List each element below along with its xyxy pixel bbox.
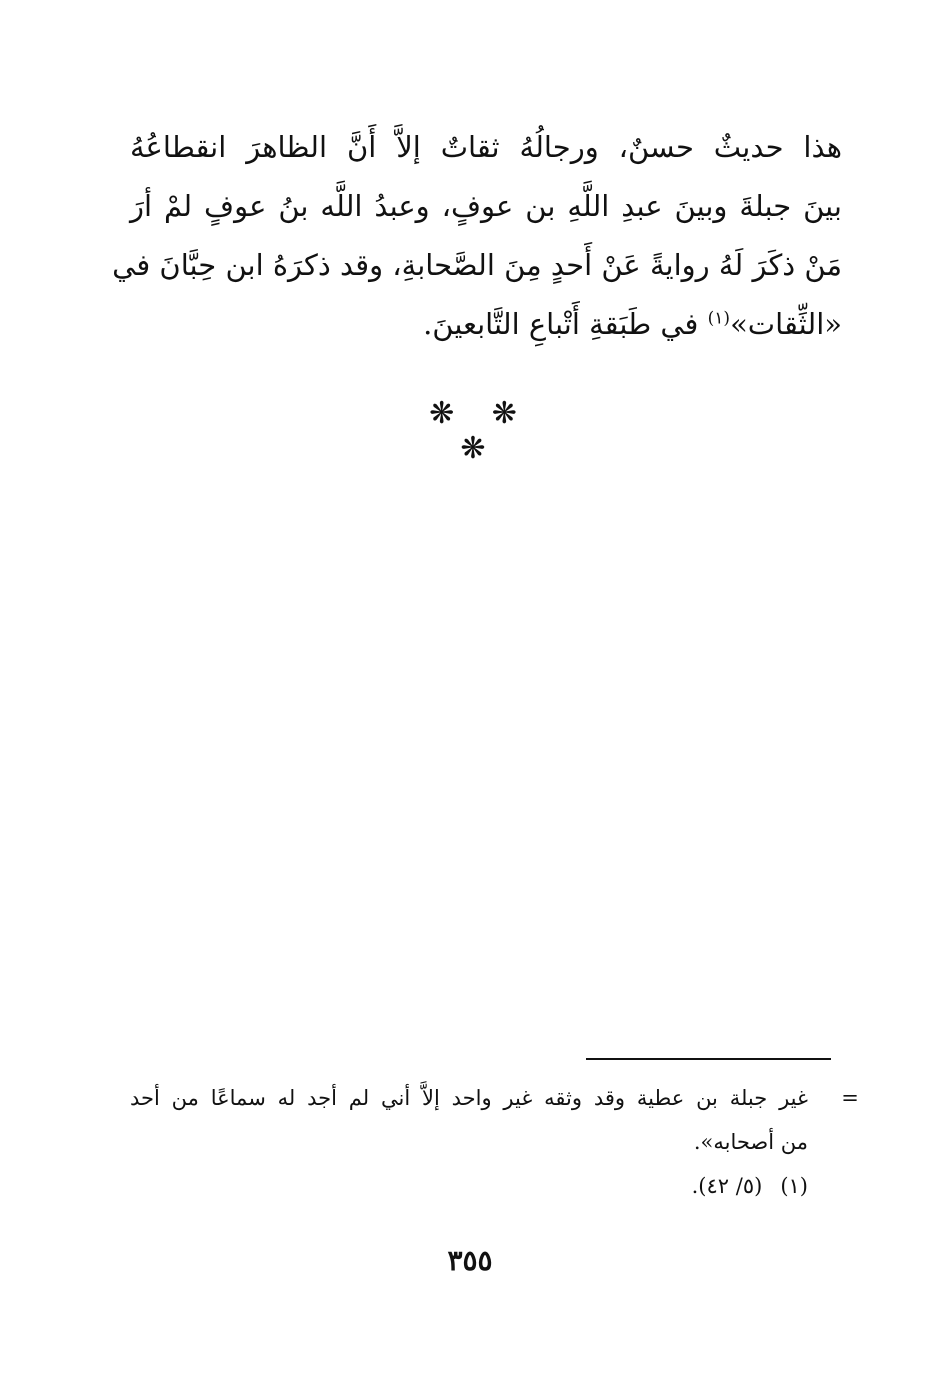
page-number: ٣٥٥ — [447, 1244, 493, 1277]
main-text — [112, 118, 842, 354]
footnote-divider — [586, 1058, 831, 1060]
continuation-line-1: غير جبلة بن عطية وقد وثقه غير واحد إلاَّ أني لم أجد له سماعًا من أحد — [130, 1086, 808, 1110]
body-line-4 — [130, 295, 842, 354]
footnote-reference: (١) — [707, 308, 731, 329]
body-line-2: بينَ جبلةَ وبينَ عبدِ اللَّهِ بن عوفٍ، وعبدُ اللَّه بنُ عوفٍ لمْ أرَ — [130, 189, 842, 223]
footnotes — [130, 1076, 860, 1208]
footnote-1 — [130, 1164, 860, 1208]
cited-work-title: «الثِّقات» — [730, 307, 842, 341]
section-separator: ❋ ❋ ❋ — [429, 396, 531, 466]
footnote-continuation — [130, 1076, 860, 1120]
body-line-3: مَنْ ذكَرَ لَهُ روايةً عَنْ أَحدٍ مِنَ الصَّحابةِ، وقد ذكرَهُ ابن حِبَّانَ في — [112, 248, 842, 282]
footnote-1-text: (٥/ ٤٢). — [691, 1174, 763, 1198]
body-line-4-rest: في طَبَقةِ أَتْباعِ التَّابعينَ. — [423, 307, 708, 341]
footnote-1-number: (١) — [780, 1174, 808, 1198]
continuation-line-2: من أصحابه». — [693, 1130, 808, 1154]
body-line-1: هذا حديثٌ حسنٌ، ورجالُهُ ثقاتٌ إلاَّ أَنَّ الظاهرَ انقطاعُهُ — [130, 130, 842, 164]
continuation-marker: = — [841, 1086, 859, 1110]
